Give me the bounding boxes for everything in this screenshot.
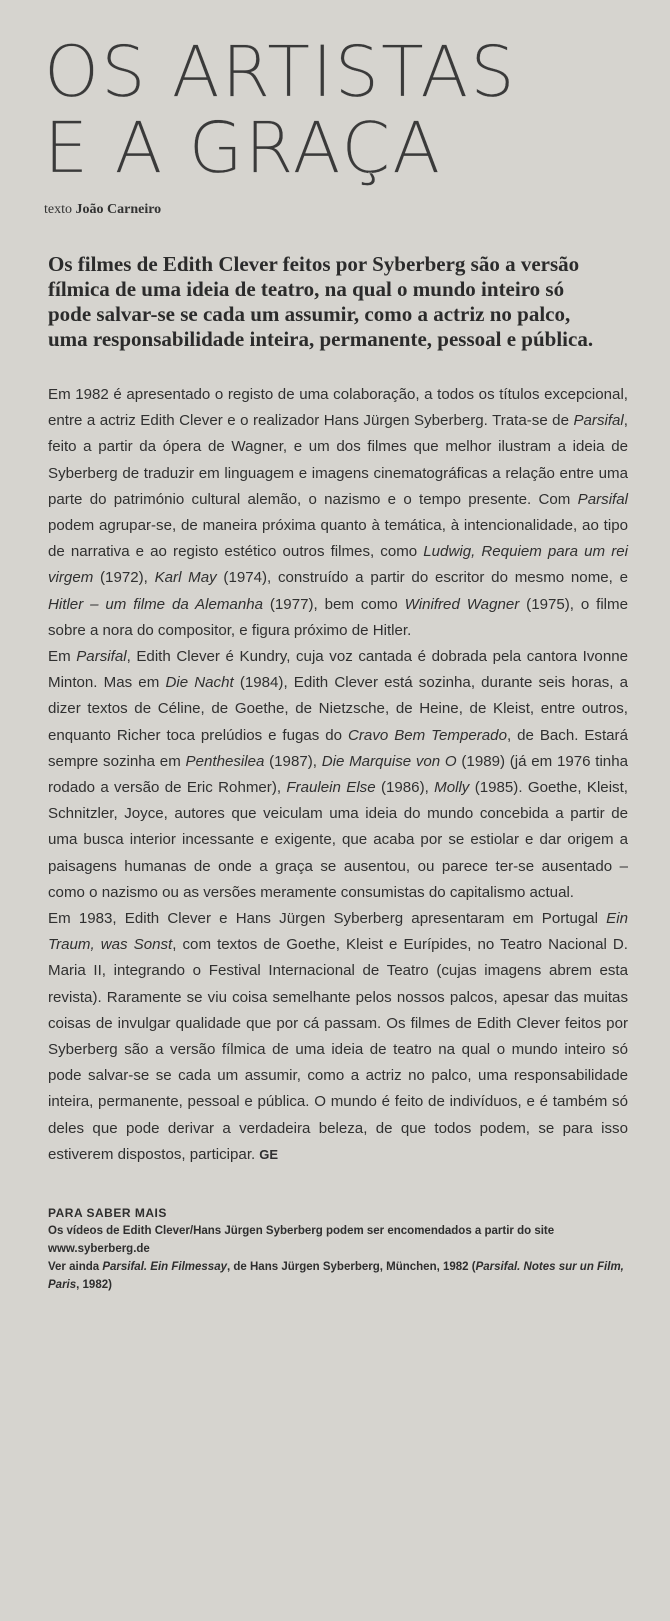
film-title: Karl May — [154, 569, 217, 587]
title-line-1: OS ARTISTAS — [44, 31, 517, 113]
play-title: Ein Traum, was Sonst — [48, 910, 628, 954]
text-span: , Edith Clever é Kundry, cuja voz cantada é dobrada pela cantora Ivonne Minton. Mas em — [48, 648, 628, 692]
film-title: Fraulein Else — [286, 779, 376, 797]
further-reading — [48, 1204, 628, 1294]
text-span: (1987), — [264, 752, 322, 770]
film-title: Molly — [434, 779, 470, 797]
further-reading-label: PARA SABER MAIS — [48, 1206, 167, 1221]
text-span: (1989) (já em 1976 tinha rodado a versão de Eric Rohmer), — [48, 752, 628, 797]
film-title: Penthesilea — [185, 752, 265, 770]
text-span: Em 1982 é apresentado o registo de uma colaboração, a todos os títulos excepcional, entre a actriz Edith Clever e o realizador Hans Jürgen Syberberg. Trata-se de — [48, 386, 628, 430]
text-span: (1974), construído a partir do escritor do mesmo nome, e — [216, 569, 628, 587]
text-span: Em 1983, Edith Clever e Hans Jürgen Syberberg apresentaram em Portugal — [48, 910, 607, 928]
film-title: Die Marquise von O — [321, 752, 457, 770]
film-title: Hitler – um filme da Alemanha — [48, 595, 264, 613]
book-title: Parsifal. Notes sur un Film, Paris — [48, 1261, 624, 1292]
text-span: Ver ainda — [48, 1261, 103, 1274]
text-span: , 1982) — [76, 1279, 112, 1292]
text-span: (1986), — [375, 779, 435, 797]
text-span: , feito a partir da ópera de Wagner, e um dos filmes que melhor ilustram a ideia de Syberberg de traduzir em linguagem e imagens cinematográficas a relação entre uma parte do património cultural alemão, o nazismo e o tempo presente. Com — [48, 412, 628, 508]
text-span: (1977), bem como — [263, 595, 405, 613]
lead-paragraph: Os filmes de Edith Clever feitos por Syberberg são a versão fílmica de uma ideia de teatro, na qual o mundo inteiro só pode salvar-se se cada um assumir, como a actriz no palco, uma responsabilidade inteira, permanente, pessoal e pública. — [48, 252, 594, 351]
text-span: (1985). Goethe, Kleist, Schnitzler, Joyce, autores que veiculam uma ideia do mundo concebida a partir de uma busca interior incessante e exigente, que acaba por se estiolar e dar origem a paisagens humanas de onde a graça se ausentou, ou parece ter-se ausentado – como o nazismo ou as versões meramente consumistas do capitalismo actual. — [48, 779, 628, 901]
text-span: (1975), o filme sobre a nora do compositor, e figura próximo de Hitler. — [48, 595, 629, 639]
paragraph-1 — [48, 382, 628, 644]
film-title: Parsifal — [76, 648, 127, 666]
text-span: (1972), — [93, 569, 155, 587]
text-span: podem agrupar-se, de maneira próxima quanto à temática, à intencionalidade, ao tipo de narrativa e ao registo estético outros filmes, como — [48, 517, 628, 561]
film-title: Parsifal — [577, 490, 628, 508]
text-span: , de Hans Jürgen Syberberg, München, 1982 ( — [227, 1261, 476, 1274]
film-title: Die Nacht — [165, 674, 234, 692]
further-reading-line-1: Os vídeos de Edith Clever/Hans Jürgen Syberberg podem ser encomendados a partir do site www.syberberg.de — [48, 1225, 555, 1256]
film-title: Ludwig, Requiem para um rei virgem — [48, 543, 628, 587]
film-title: Parsifal — [573, 412, 624, 430]
byline — [44, 202, 630, 218]
paragraph-3 — [48, 906, 628, 1168]
text-span: , com textos de Goethe, Kleist e Eurípides, no Teatro Nacional D. Maria II, integrando o Festival Internacional de Teatro (cujas imagens abrem esta revista). Raramente se viu coisa semelhante pelos nossos palcos, apesar das muitas coisas de invulgar qualidade que por cá passam. Os filmes de Edith Clever feitos por Syberberg são a versão fílmica de uma ideia de teatro na qual o mundo inteiro só pode salvar-se se cada um assumir, como a actriz no palco, uma responsabilidade inteira, permanente, pessoal e pública. O mundo é feito de indivíduos, e é também só deles que pode derivar a verdadeira beleza, de que todos podem, se para isso estiverem dispostos, participar. — [48, 936, 628, 1163]
further-reading-line-2 — [48, 1258, 628, 1294]
film-title: Cravo Bem Temperado — [348, 726, 507, 744]
paragraph-2 — [48, 644, 628, 906]
byline-prefix: texto — [44, 202, 72, 217]
author-name: João Carneiro — [75, 202, 162, 217]
article-body — [48, 382, 628, 1168]
end-mark-icon: GE — [259, 1146, 279, 1162]
text-span: (1984), Edith Clever está sozinha, durante seis horas, a dizer textos de Céline, de Goethe, de Nietzsche, de Heine, de Kleist, entre outros, enquanto Richer toca prelúdios e fugas do — [48, 674, 628, 744]
title-line-2: E A GRAÇA — [44, 107, 443, 189]
text-span: Em — [48, 648, 77, 666]
book-title: Parsifal. Ein Filmessay — [102, 1261, 227, 1274]
film-title: Winifred Wagner — [404, 595, 520, 613]
article-title — [44, 0, 630, 189]
text-span: , de Bach. Estará sempre sozinha em — [48, 726, 628, 770]
